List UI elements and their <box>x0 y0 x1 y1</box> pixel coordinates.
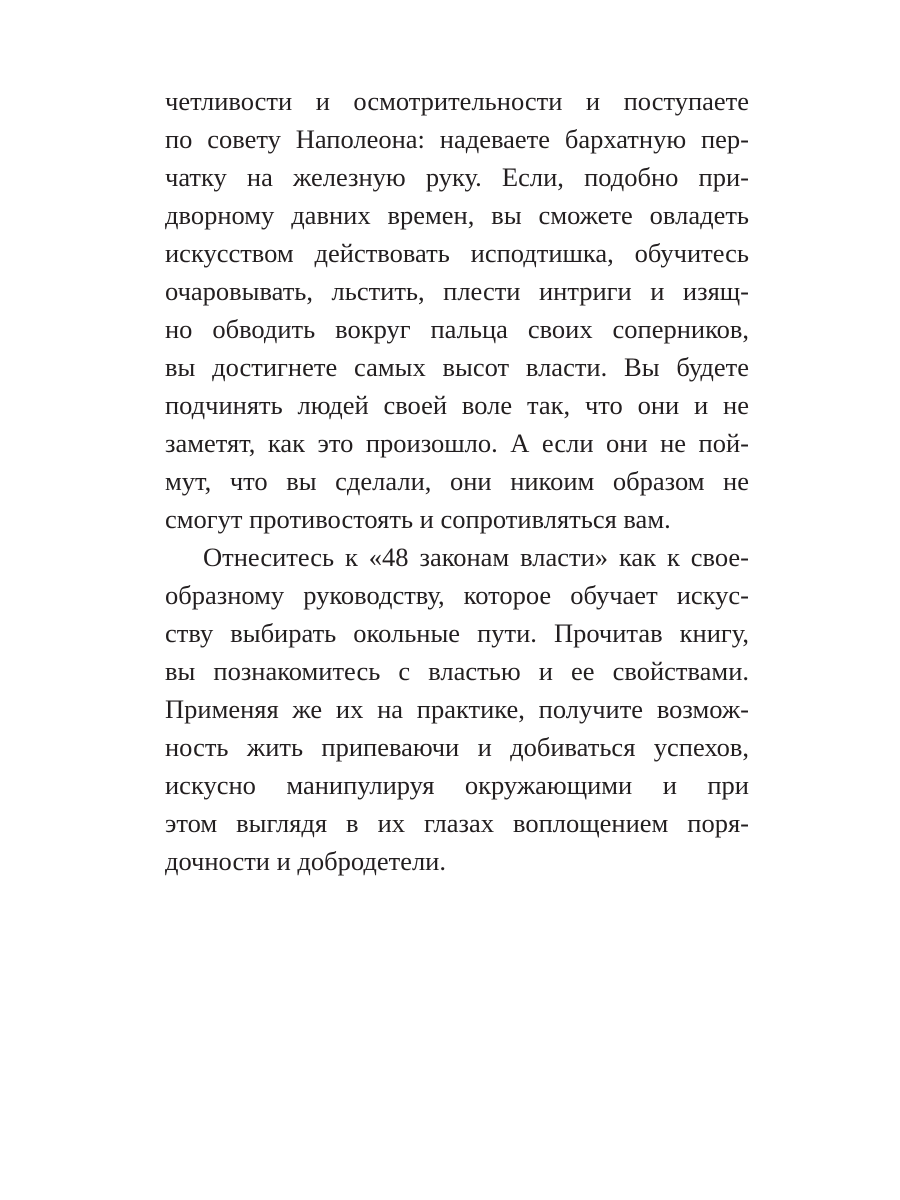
text-line: заметят, как это произошло. А если они не пой- <box>165 428 749 458</box>
text-line: но обводить вокруг пальца своих соперников, <box>165 314 749 344</box>
text-line: искусно манипулируя окружающими и при <box>165 770 749 800</box>
text-line: чатку на железную руку. Если, подобно при- <box>165 162 749 192</box>
text-line: смогут противостоять и сопротивляться вам. <box>165 504 671 534</box>
text-line: подчинять людей своей воле так, что они и не <box>165 390 749 420</box>
text-line: Применяя же их на практике, получите возмож- <box>165 694 749 724</box>
text-line: искусством действовать исподтишка, обучитесь <box>165 238 749 268</box>
paragraph-2 <box>165 538 749 880</box>
text-line: образному руководству, которое обучает искус- <box>165 580 749 610</box>
text-line: очаровывать, льстить, плести интриги и изящ- <box>165 276 749 306</box>
text-line: ству выбирать окольные пути. Прочитав книгу, <box>165 618 749 648</box>
body-text <box>165 82 749 880</box>
text-line: дворному давних времен, вы сможете овладеть <box>165 200 749 230</box>
text-line: мут, что вы сделали, они никоим образом не <box>165 466 749 496</box>
text-line: дочности и добродетели. <box>165 846 446 876</box>
paragraph-1 <box>165 82 749 538</box>
text-line: вы достигнете самых высот власти. Вы будете <box>165 352 749 382</box>
text-line: четливости и осмотрительности и поступаете <box>165 86 749 116</box>
text-line: вы познакомитесь с властью и ее свойствами. <box>165 656 749 686</box>
text-line: по совету Наполеона: надеваете бархатную пер- <box>165 124 749 154</box>
text-line: Отнеситесь к «48 законам власти» как к свое- <box>203 542 749 572</box>
text-line: ность жить припеваючи и добиваться успехов, <box>165 732 749 762</box>
text-line: этом выглядя в их глазах воплощением поря- <box>165 808 749 838</box>
